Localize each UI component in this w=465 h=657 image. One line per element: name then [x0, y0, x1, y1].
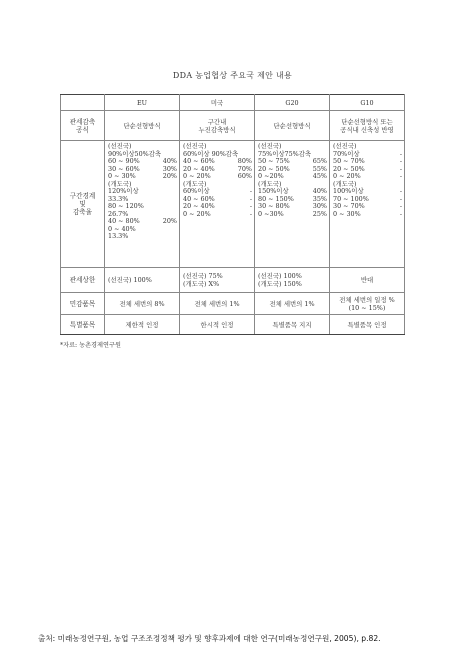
rate-text: -: [399, 202, 402, 210]
range-text: 20 ~ 50%: [333, 164, 365, 173]
cell-g10-sensitive: [330, 293, 405, 315]
rate-text: -: [249, 187, 252, 195]
range-text: 0 ~20%: [258, 172, 284, 180]
row-label-special: 특별품목: [61, 315, 105, 335]
range-text: 13.3%: [108, 232, 129, 240]
range-text: 26.7%: [108, 209, 129, 218]
rate-text: -: [399, 164, 402, 173]
cell-eu-formula: [105, 111, 180, 141]
range-text: 40 ~ 60%: [183, 157, 215, 165]
cell-text: 누진감축방식: [198, 125, 236, 134]
cell-g20-cap: [255, 268, 330, 293]
rate-text: 30%: [162, 164, 177, 173]
range-text: 60 ~ 90%: [108, 157, 140, 165]
row-label-sensitive: 민감품목: [61, 293, 105, 315]
range-text: 0 ~ 20%: [333, 172, 361, 180]
range-text: 40 ~ 60%: [183, 194, 215, 203]
table-row: [61, 315, 405, 335]
range-text: (개도국): [183, 179, 207, 188]
rate-text: 40%: [162, 157, 177, 165]
range-text: (개도국): [258, 179, 282, 188]
cell-text: 단순선형방식 또는: [341, 117, 393, 126]
header-empty: [61, 95, 105, 111]
rate-text: -: [399, 149, 402, 158]
label-line: 구간경계: [69, 192, 96, 200]
rate-text: -: [399, 194, 402, 203]
data-note: *자료: 농촌경제연구원: [60, 342, 121, 349]
rate-text: 40%: [312, 187, 327, 195]
table-row: [61, 141, 405, 268]
cell-text: 구간내: [207, 117, 227, 126]
range-text: (개도국): [333, 179, 357, 188]
cell-text: (개도국) X%: [183, 280, 220, 288]
rate-text: 65%: [312, 157, 327, 165]
range-text: (선진국): [108, 142, 132, 150]
cell-us-formula: [180, 111, 255, 141]
cell-g20-formula: [255, 111, 330, 141]
header-us: 미국: [180, 95, 255, 111]
row-label-tariff-formula: [61, 111, 105, 141]
rate-text: 35%: [312, 194, 327, 203]
range-text: 60%이상: [183, 187, 210, 195]
range-text: 50 ~ 75%: [258, 157, 290, 165]
header-g10: G10: [330, 95, 405, 111]
cell-text: 단순선형방식: [123, 121, 161, 130]
reduction-lines-us: [180, 141, 254, 218]
table-title: DDA 농업협상 주요국 제안 내용: [172, 71, 293, 80]
reduction-lines-eu: [105, 141, 179, 241]
cell-us-reduction: [180, 141, 255, 268]
range-text: 0 ~ 30%: [108, 172, 136, 180]
rate-text: -: [399, 157, 402, 165]
range-text: 20 ~ 40%: [183, 202, 215, 210]
cell-text: 반대: [360, 276, 374, 284]
cell-eu-cap: [105, 268, 180, 293]
range-text: 80 ~ 150%: [258, 194, 294, 203]
cell-g10-cap: [330, 268, 405, 293]
row-label-tariff-cap: 관세상한: [61, 268, 105, 293]
range-text: 30 ~ 80%: [258, 202, 290, 210]
cell-us-special: 한시적 인정: [180, 315, 255, 335]
range-text: 33.3%: [108, 194, 129, 203]
rate-text: -: [249, 202, 252, 210]
range-text: 100%이상: [333, 187, 364, 195]
label-line: 감축율: [72, 208, 93, 216]
cell-g10-reduction: [330, 141, 405, 268]
reduction-line: [183, 211, 252, 219]
reduction-line: [333, 211, 402, 219]
range-text: (개도국): [108, 179, 132, 188]
reduction-lines-g20: [255, 141, 329, 218]
range-text: 20 ~ 50%: [258, 164, 290, 173]
range-text: 0 ~ 40%: [108, 224, 136, 233]
proposal-table: [60, 94, 405, 335]
range-text: 70%이상: [333, 149, 360, 158]
table-row: [61, 111, 405, 141]
rate-text: 45%: [312, 172, 327, 180]
rate-text: 60%: [237, 172, 252, 180]
table-row: [61, 293, 405, 315]
cell-text: (선진국) 75%: [183, 272, 223, 280]
range-text: 60%이상 90%감축: [183, 149, 239, 158]
rate-text: 80%: [237, 157, 252, 165]
header-eu: EU: [105, 95, 180, 111]
range-text: (선진국): [258, 142, 282, 150]
range-text: 0 ~30%: [258, 209, 284, 218]
range-text: 90%이상50%감축: [108, 149, 162, 158]
range-text: 70 ~ 100%: [333, 194, 369, 203]
label-line: 공식: [76, 125, 89, 134]
cell-text: 전체 세번의 일정 %: [339, 295, 395, 304]
range-text: 120%이상: [108, 187, 139, 195]
cell-text: (10 ~ 15%): [348, 303, 386, 312]
rate-text: 20%: [162, 172, 177, 180]
range-text: 30 ~ 60%: [108, 164, 140, 173]
cell-eu-special: 제한적 인정: [105, 315, 180, 335]
range-text: 30 ~ 70%: [333, 202, 365, 210]
header-row: [61, 95, 405, 111]
row-label-reduction-rate: [61, 141, 105, 268]
label-line: 관세감축: [69, 117, 96, 126]
range-text: 80 ~ 120%: [108, 202, 144, 210]
rate-text: 30%: [312, 202, 327, 210]
cell-g10-special: 특별품목 인정: [330, 315, 405, 335]
reduction-lines-g10: [330, 141, 404, 218]
cell-g20-sensitive: 전체 세번의 1%: [255, 293, 330, 315]
rate-text: 70%: [237, 164, 252, 173]
cell-g20-reduction: [255, 141, 330, 268]
table-row: [61, 268, 405, 293]
cell-eu-reduction: [105, 141, 180, 268]
range-text: 150%이상: [258, 187, 289, 195]
rate-text: -: [249, 209, 252, 218]
range-text: 20 ~ 40%: [183, 164, 215, 173]
rate-text: 25%: [312, 209, 327, 218]
range-text: 50 ~ 70%: [333, 157, 365, 165]
range-text: 75%이상75%감축: [258, 149, 312, 158]
label-line: 및: [79, 200, 86, 208]
cell-us-sensitive: 전체 세번의 1%: [180, 293, 255, 315]
range-text: 40 ~ 80%: [108, 217, 140, 225]
range-text: (선진국): [183, 142, 207, 150]
rate-text: -: [399, 209, 402, 218]
rate-text: -: [249, 194, 252, 203]
rate-text: 55%: [312, 164, 327, 173]
range-text: (선진국): [333, 142, 357, 150]
rate-text: -: [399, 187, 402, 195]
cell-text: 공식내 신축성 반영: [340, 125, 394, 134]
source-citation: 출처: 미래농정연구원, 농업 구조조정정책 평가 및 향후과제에 대한 연구(미래농정연구원, 2005), p.82.: [38, 634, 381, 643]
reduction-line: [258, 211, 327, 219]
cell-text: (선진국) 100%: [108, 276, 152, 284]
cell-eu-sensitive: 전체 세번의 8%: [105, 293, 180, 315]
rate-text: -: [399, 172, 402, 180]
range-text: 0 ~ 30%: [333, 209, 361, 218]
cell-text: 단순선형방식: [273, 121, 311, 130]
header-g20: G20: [255, 95, 330, 111]
range-text: 0 ~ 20%: [183, 172, 211, 180]
cell-us-cap: [180, 268, 255, 293]
cell-g10-formula: [330, 111, 405, 141]
cell-g20-special: 특별품목 지지: [255, 315, 330, 335]
reduction-line: [108, 233, 177, 241]
rate-text: 20%: [162, 217, 177, 225]
range-text: 0 ~ 20%: [183, 209, 211, 218]
cell-text: (선진국) 100%: [258, 272, 302, 280]
cell-text: (개도국) 150%: [258, 280, 302, 288]
